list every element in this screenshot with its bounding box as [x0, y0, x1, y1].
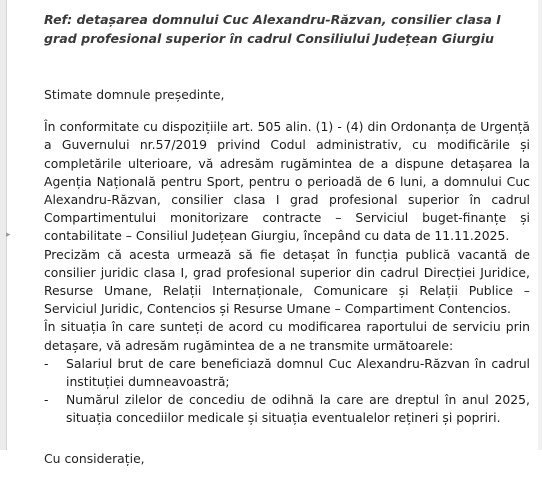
bullet-marker: - — [44, 355, 49, 371]
request-list — [44, 355, 530, 428]
list-item-text: Numărul zilelor de concediu de odihnă la care are dreptul în anul 2025, situația concediilor medicale și situația eventualelor rețineri și popriri. — [66, 392, 530, 426]
greeting: Stimate domnule președinte, — [44, 87, 225, 102]
list-item-text: Salariul brut de care beneficiază domnul Cuc Alexandru-Răzvan în cadrul instituției dumneavoastră; — [66, 355, 530, 390]
list-item — [44, 355, 530, 391]
page-right-edge — [538, 0, 542, 450]
side-marker-icon: ▸ — [6, 230, 11, 240]
paragraph-2: Precizăm că acesta urmează să fie detașat în funcția publică vacantă de consilier juridic clasa I, grad profesional superior din cadrul Direcției Juridice, Resurse Umane, Relații Internaționale, Comunicare și Relații Publice – Serviciul Juridic, Contencios și Resurse Umane – Compartiment Contencios. — [44, 246, 530, 317]
paragraph-3: În situația în care sunteți de acord cu modificarea raportului de serviciu prin detașare, vă adresăm rugămintea de a ne transmite următoarele: — [44, 319, 530, 353]
bullet-marker: - — [44, 392, 49, 408]
closing: Cu considerație, — [44, 450, 145, 466]
list-item — [44, 391, 530, 427]
document-body — [44, 10, 530, 480]
page-left-edge — [0, 0, 7, 450]
reference-title: Ref: detașarea domnului Cuc Alexandru-Răzvan, consilier clasa I grad profesional superior în cadrul Consiliului Județean Giurgiu — [44, 12, 501, 46]
paragraph-1: În conformitate cu dispozițiile art. 505 alin. (1) - (4) din Ordonanța de Urgență a Guvernului nr.57/2019 privind Codul administrativ, cu modificările și completările ulterioare, vă adresăm rugămintea de a dispune detașarea la Agenția Națională pentru Sport, pentru o perioadă de 6 luni, a domnului Cuc Alexandru-Răzvan, consilier clasa I grad profesional superior în cadrul Compartimentului monitorizare contracte – Serviciul buget-finanțe și contabilitate – Consiliul Județean Giurgiu, începând cu data de 11.11.2025. — [44, 119, 530, 244]
